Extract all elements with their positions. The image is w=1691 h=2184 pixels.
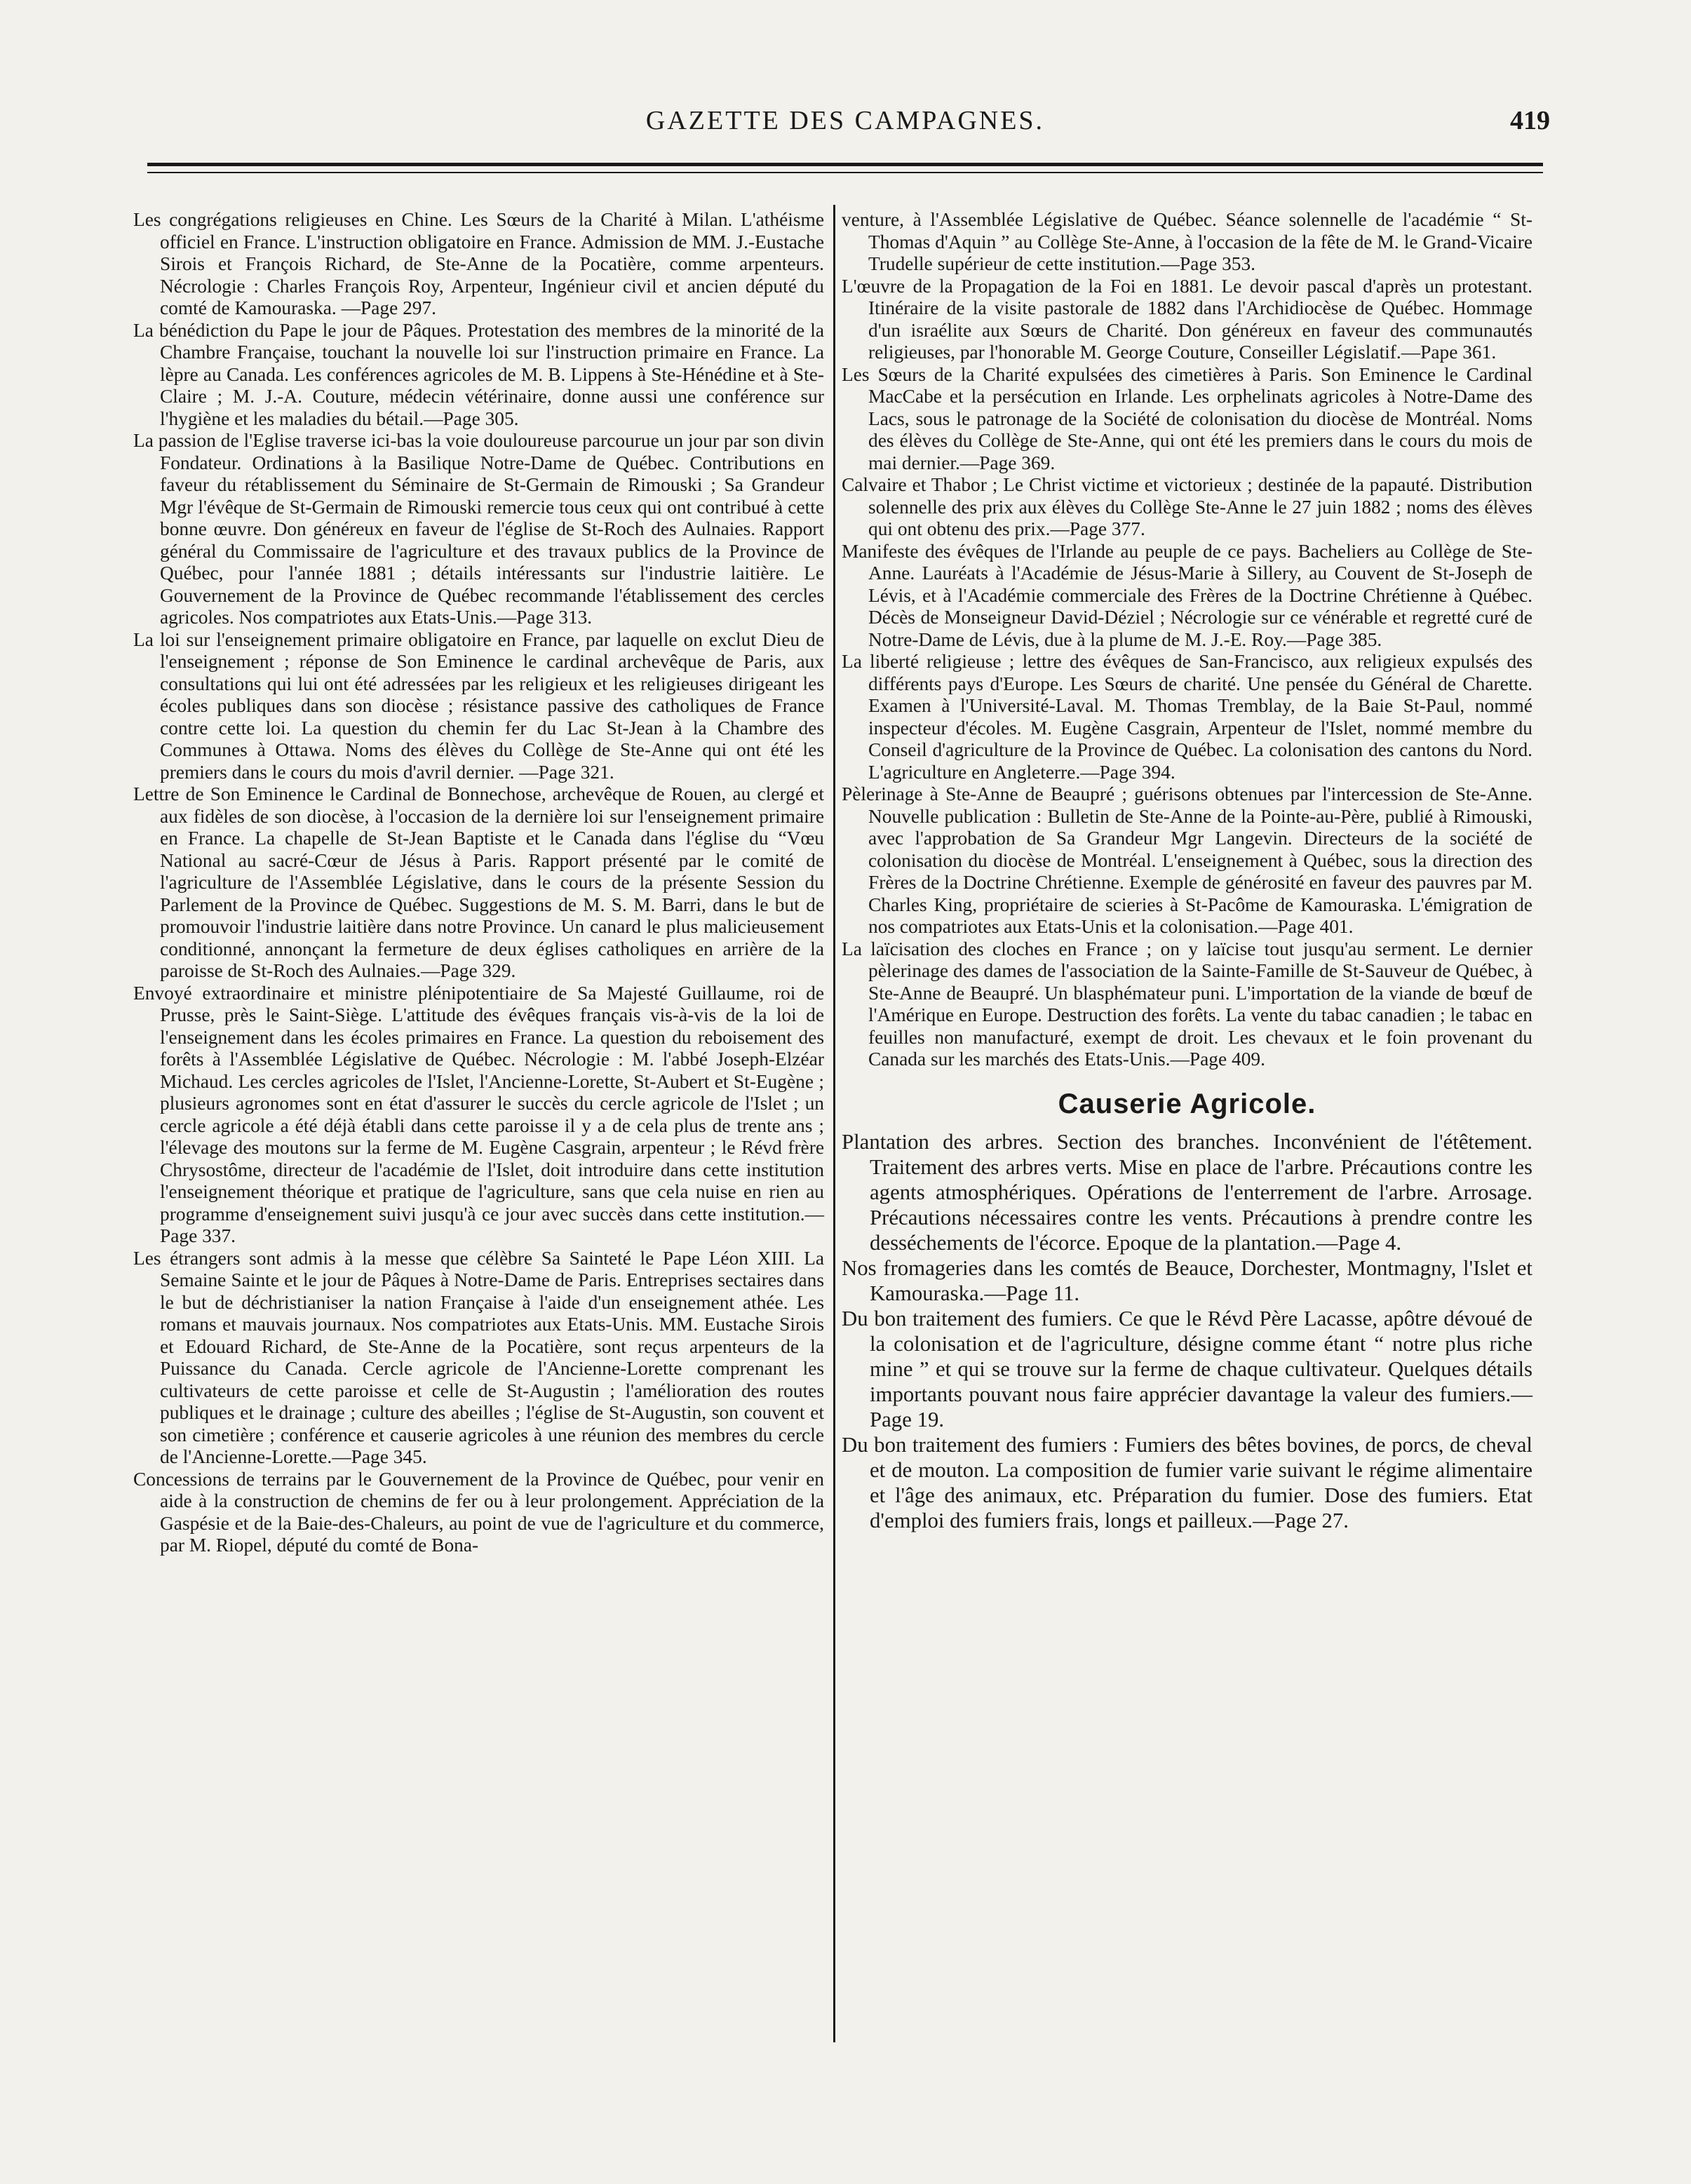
index-entry: venture, à l'Assemblée Législative de Québec. Séance solennelle de l'académie “ St-Thomas d'Aquin ” au Collège Ste-Anne, à l'occasion de la fête de M. le Grand-Vicaire Trudelle supérieur de cette institution.—Page 353. xyxy=(842,209,1532,274)
page-number: 419 xyxy=(1510,106,1550,135)
index-entry: Les étrangers sont admis à la messe que célèbre Sa Sainteté le Pape Léon XIII. La Semaine Sainte et le jour de Pâques à Notre-Dame de Paris. Entreprises sectaires dans le but de déchristianiser la nation Française à l'aide d'un enseignement athée. Les romans et mauvais journaux. Nos compatriotes aux Etats-Unis. MM. Eustache Sirois et Edouard Richard, de Ste-Anne de la Pocatière, sont reçus arpenteurs de la Puissance du Canada. Cercle agricole de l'Ancienne-Lorette comprenant les cultivateurs de cette paroisse et celle de St-Augustin ; l'amélioration des routes publiques et le drainage ; culture des abeilles ; l'église de St-Augustin, son couvent et son cimetière ; conférence et causerie agricoles à une réunion des membres du cercle de l'Ancienne-Lorette.—Page 345. xyxy=(133,1247,824,1467)
index-entry: Les Sœurs de la Charité expulsées des cimetières à Paris. Son Eminence le Cardinal MacCabe et la persécution en Irlande. Les orphelinats agricoles à Notre-Dame des Lacs, sous le patronage de la Société de colonisation du diocèse de Montréal. Noms des élèves du Collège de Ste-Anne, qui ont été les premiers dans le cours du mois de mai dernier.—Page 369. xyxy=(842,363,1532,473)
running-title: GAZETTE DES CAMPAGNES. xyxy=(645,106,1045,135)
index-entry: La laïcisation des cloches en France ; on y laïcise tout jusqu'au serment. Le dernier pèlerinage des dames de l'association de la Sainte-Famille de St-Sauveur de Québec, à Ste-Anne de Beaupré. Un blasphémateur puni. L'importation de la viande de bœuf de l'Amérique en Europe. Destruction des forêts. La vente du tabac canadien ; le tabac en feuilles non manufacturé, exempt de droit. Les chevaux et le foin provenant du Canada sur les marchés des Etats-Unis.—Page 409. xyxy=(842,938,1532,1070)
index-entry: Les congrégations religieuses en Chine. Les Sœurs de la Charité à Milan. L'athéisme officiel en France. L'instruction obligatoire en France. Admission de MM. J.-Eustache Sirois et François Richard, de Ste-Anne de la Pocatière, comme arpenteurs. Nécrologie : Charles François Roy, Arpenteur, Ingénieur civil et ancien député du comté de Kamouraska. —Page 297. xyxy=(133,209,824,318)
causerie-entry: Du bon traitement des fumiers. Ce que le Révd Père Lacasse, apôtre dévoué de la colonisation et de l'agriculture, désigne comme étant “ notre plus riche mine ” et qui se trouve sur la ferme de chaque cultivateur. Quelques détails importants pouvant nous faire apprécier davantage la valeur des fumiers.—Page 19. xyxy=(842,1307,1532,1431)
index-entry: La bénédiction du Pape le jour de Pâques. Protestation des membres de la minorité de la Chambre Française, touchant la nouvelle loi sur l'instruction primaire en France. La lèpre au Canada. Les conférences agricoles de M. B. Lippens à Ste-Hénédine et à Ste-Claire ; M. J.-A. Couture, médecin vétérinaire, donne aussi une conférence sur l'hygiène et les maladies du bétail.—Page 305. xyxy=(133,319,824,429)
left-column xyxy=(133,209,824,1557)
index-entry: Pèlerinage à Ste-Anne de Beaupré ; guérisons obtenues par l'intercession de Ste-Anne. Nouvelle publication : Bulletin de Ste-Anne de la Pointe-au-Père, publié à Rimouski, avec l'approbation de Sa Grandeur Mgr Langevin. Directeurs de la société de colonisation du diocèse de Montréal. L'enseignement à Québec, sous la direction des Frères de la Doctrine Chrétienne. Exemple de générosité en faveur des pauvres par M. Charles King, propriétaire de scieries à St-Pacôme de Kamouraska. L'émigration de nos compatriotes aux Etats-Unis et la colonisation.—Page 401. xyxy=(842,783,1532,937)
causerie-entry: Du bon traitement des fumiers : Fumiers des bêtes bovines, de porcs, de cheval et de mouton. La composition de fumier varie suivant le régime alimentaire et l'âge des animaux, etc. Préparation du fumier. Dose des fumiers. Etat d'emploi des fumiers frais, longs et pailleux.—Page 27. xyxy=(842,1433,1532,1532)
causerie-entry: Nos fromageries dans les comtés de Beauce, Dorchester, Montmagny, l'Islet et Kamouraska.—Page 11. xyxy=(842,1256,1532,1305)
column-divider xyxy=(833,205,835,2042)
index-entry: Manifeste des évêques de l'Irlande au peuple de ce pays. Bacheliers au Collège de Ste-Anne. Lauréats à l'Académie de Jésus-Marie à Sillery, au Couvent de St-Joseph de Lévis, et à l'Académie commerciale des Frères de la Doctrine Chrétienne à Québec. Décès de Monseigneur David-Déziel ; Nécrologie sur ce vénérable et regretté curé de Notre-Dame de Lévis, due à la plume de M. J.-E. Roy.—Page 385. xyxy=(842,540,1532,650)
header-rule-thin xyxy=(147,172,1543,173)
index-entry: La liberté religieuse ; lettre des évêques de San-Francisco, aux religieux expulsés des différents pays d'Europe. Les Sœurs de charité. Une pensée du Général de Charette. Examen à l'Université-Laval. M. Thomas Tremblay, de la Baie St-Paul, nommé inspecteur d'écoles. M. Eugène Casgrain, Arpenteur de l'Islet, nommé membre du Conseil d'agriculture de la Province de Québec. La colonisation des cantons du Nord. L'agriculture en Angleterre.—Page 394. xyxy=(842,651,1532,783)
index-entry: La passion de l'Eglise traverse ici-bas la voie douloureuse parcourue un jour par son divin Fondateur. Ordinations à la Basilique Notre-Dame de Québec. Contributions en faveur du rétablissement du Séminaire de St-Germain de Rimouski ; Sa Grandeur Mgr l'évêque de St-Germain de Rimouski remercie tous ceux qui ont contribué à cette bonne œuvre. Don généreux en faveur de l'église de St-Roch des Aulnaies. Rapport général du Commissaire de l'agriculture et des travaux publics de la Province de Québec, pour l'année 1881 ; détails intéressants sur l'industrie laitière. Le Gouvernement de la Province de Québec recommande l'établissement des cercles agricoles. Nos compatriotes aux Etats-Unis.—Page 313. xyxy=(133,430,824,628)
index-entry: Concessions de terrains par le Gouvernement de la Province de Québec, pour venir en aide à la construction de chemins de fer ou à leur prolongement. Appréciation de la Gaspésie et de la Baie-des-Chaleurs, au point de vue de l'agriculture et du commerce, par M. Riopel, député du comté de Bona- xyxy=(133,1468,824,1556)
page-header xyxy=(140,105,1550,140)
index-entry: Lettre de Son Eminence le Cardinal de Bonnechose, archevêque de Rouen, au clergé et aux fidèles de son diocèse, à l'occasion de la dernière loi sur l'enseignement primaire en France. La chapelle de St-Jean Baptiste et le Canada dans l'église du “Vœu National au sacré-Cœur de Jésus à Paris. Rapport présenté par le comité de l'agriculture de l'Assemblée Législative, dans le cours de la présente Session du Parlement de la Province de Québec. Suggestions de M. S. M. Barri, dans le but de promouvoir l'industrie laitière dans notre Province. Un canard le plus malicieusement conditionné, annonçant la fermeture de deux églises catholiques en arrière de la paroisse de St-Roch des Aulnaies.—Page 329. xyxy=(133,783,824,981)
causerie-entry: Plantation des arbres. Section des branches. Inconvénient de l'étêtement. Traitement des arbres verts. Mise en place de l'arbre. Précautions contre les agents atmosphériques. Opérations de l'enterrement de l'arbre. Arrosage. Précautions nécessaires contre les vents. Précautions à prendre contre les desséchements de l'écorce. Epoque de la plantation.—Page 4. xyxy=(842,1130,1532,1255)
index-entry: Envoyé extraordinaire et ministre plénipotentiaire de Sa Majesté Guillaume, roi de Prusse, près le Saint-Siège. L'attitude des évêques français vis-à-vis de la loi de l'enseignement dans les écoles primaires en France. La question du reboisement des forêts à l'Assemblée Législative de Québec. Nécrologie : M. l'abbé Joseph-Elzéar Michaud. Les cercles agricoles de l'Islet, l'Ancienne-Lorette, St-Aubert et St-Eugène ; plusieurs agronomes sont en état d'assurer le succès du cercle agricole de l'Islet ; un cercle agricole a été déjà établi dans cette paroisse il y a de cela plus de trente ans ; l'élevage des moutons sur la ferme de M. Eugène Casgrain, arpenteur ; le Révd frère Chrysostôme, directeur de l'académie de l'Islet, doit introduire dans cette institution l'enseignement théorique et pratique de l'agriculture, sans que cela nuise en rien au programme d'enseignement suivi jusqu'à ce jour avec succès dans cette institution.—Page 337. xyxy=(133,982,824,1246)
right-column xyxy=(842,209,1532,1533)
header-rule-thick xyxy=(147,163,1543,166)
section-heading: Causerie Agricole. xyxy=(1058,1088,1316,1119)
index-entry: L'œuvre de la Propagation de la Foi en 1881. Le devoir pascal d'après un protestant. Itinéraire de la visite pastorale de 1882 dans l'Archidiocèse de Québec. Hommage d'un israélite aux Sœurs de Charité. Don généreux en faveur des communautés religieuses, par l'honorable M. George Couture, Conseiller Législatif.—Pape 361. xyxy=(842,275,1532,363)
index-entry: Calvaire et Thabor ; Le Christ victime et victorieux ; destinée de la papauté. Distribution solennelle des prix aux élèves du Collège Ste-Anne le 27 juin 1882 ; noms des élèves qui ont obtenu des prix.—Page 377. xyxy=(842,474,1532,539)
index-entry: La loi sur l'enseignement primaire obligatoire en France, par laquelle on exclut Dieu de l'enseignement ; réponse de Son Eminence le cardinal archevêque de Paris, aux consultations qui lui ont été adressées par les religieux et les religieuses dirigeant les écoles publiques dans son diocèse ; résistance passive des catholiques de France contre cette loi. La question du chemin fer du Lac St-Jean à la Chambre des Communes à Ottawa. Noms des élèves du Collège de Ste-Anne qui ont été les premiers dans le cours du mois d'avril dernier. —Page 321. xyxy=(133,628,824,783)
